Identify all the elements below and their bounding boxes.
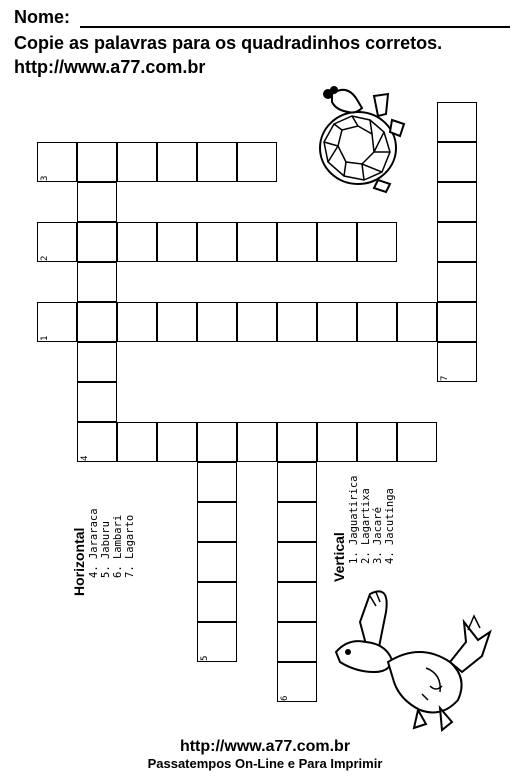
grid-cell[interactable] [117, 222, 157, 262]
clue-number-5: 5 [200, 655, 210, 661]
grid-cell[interactable] [437, 182, 477, 222]
grid-cell[interactable] [237, 302, 277, 342]
grid-cell[interactable] [117, 302, 157, 342]
grid-cell[interactable] [77, 142, 117, 182]
grid-cell[interactable] [317, 222, 357, 262]
grid-cell[interactable] [117, 142, 157, 182]
grid-cell[interactable] [117, 422, 157, 462]
clue-item: 2. Lagartixa [360, 488, 372, 564]
grid-cell[interactable] [277, 582, 317, 622]
clue-item: 1. Jaguatirica [348, 475, 360, 564]
clue-item: 6. Lambari [112, 514, 124, 578]
grid-cell[interactable] [157, 142, 197, 182]
clue-number-3: 3 [40, 175, 50, 181]
clue-number-1: 1 [40, 335, 50, 341]
grid-cell[interactable] [237, 222, 277, 262]
grid-cell[interactable] [277, 222, 317, 262]
grid-cell[interactable] [237, 142, 277, 182]
clue-number-4: 4 [80, 455, 90, 461]
grid-cell[interactable] [157, 222, 197, 262]
grid-cell[interactable] [197, 502, 237, 542]
grid-cell[interactable] [357, 422, 397, 462]
clue-number-6: 6 [280, 695, 290, 701]
grid-cell[interactable] [437, 302, 477, 342]
clue-number-7: 7 [440, 375, 450, 381]
grid-cell[interactable] [197, 462, 237, 502]
grid-cell[interactable] [197, 222, 237, 262]
grid-cell[interactable] [317, 302, 357, 342]
grid-cell[interactable] [277, 542, 317, 582]
clue-item: 3. Jacaré [372, 507, 384, 564]
grid-cell[interactable] [237, 422, 277, 462]
grid-cell[interactable] [397, 422, 437, 462]
grid-cell[interactable] [357, 302, 397, 342]
name-label: Nome: [14, 7, 71, 27]
grid-cell[interactable] [437, 222, 477, 262]
instructions: Copie as palavras para os quadradinhos corretos. [14, 33, 443, 53]
grid-cell[interactable] [277, 302, 317, 342]
clue-item: 4. Jacutinga [384, 488, 396, 564]
clue-item: 7. Lagarto [124, 514, 136, 578]
vertical-title: Vertical [331, 532, 347, 582]
site-url[interactable]: http://www.a77.com.br [14, 57, 206, 77]
grid-cell[interactable] [157, 422, 197, 462]
grid-cell[interactable] [77, 262, 117, 302]
footer-subtitle: Passatempos On-Line e Para Imprimir [147, 756, 383, 771]
clue-item: 5. Jaburu [100, 521, 112, 578]
grid-cell[interactable] [277, 422, 317, 462]
horizontal-clues [70, 508, 136, 596]
grid-cell[interactable] [197, 302, 237, 342]
grid-cell[interactable] [197, 582, 237, 622]
clue-item: 4. Jararaca [88, 508, 100, 578]
grid-cell[interactable] [437, 142, 477, 182]
horizontal-title: Horizontal [71, 527, 87, 596]
grid-cell[interactable] [77, 222, 117, 262]
grid-cell[interactable] [397, 302, 437, 342]
grid-cell[interactable] [197, 142, 237, 182]
grid-cell[interactable] [317, 422, 357, 462]
grid-cell[interactable] [77, 302, 117, 342]
clue-number-2: 2 [40, 255, 50, 261]
grid-cell[interactable] [197, 422, 237, 462]
grid-cell[interactable] [77, 182, 117, 222]
grid-cell[interactable] [357, 222, 397, 262]
grid-cell[interactable] [77, 382, 117, 422]
grid-cell[interactable] [277, 622, 317, 662]
grid-cell[interactable] [157, 302, 197, 342]
bird-illustration-icon [330, 582, 500, 732]
vertical-clues [330, 475, 396, 582]
grid-cell[interactable] [437, 262, 477, 302]
grid-cell[interactable] [277, 502, 317, 542]
grid-cell[interactable] [197, 542, 237, 582]
grid-cell[interactable] [77, 342, 117, 382]
grid-cell[interactable] [277, 462, 317, 502]
footer-url[interactable]: http://www.a77.com.br [179, 738, 351, 755]
grid-cell[interactable] [437, 102, 477, 142]
